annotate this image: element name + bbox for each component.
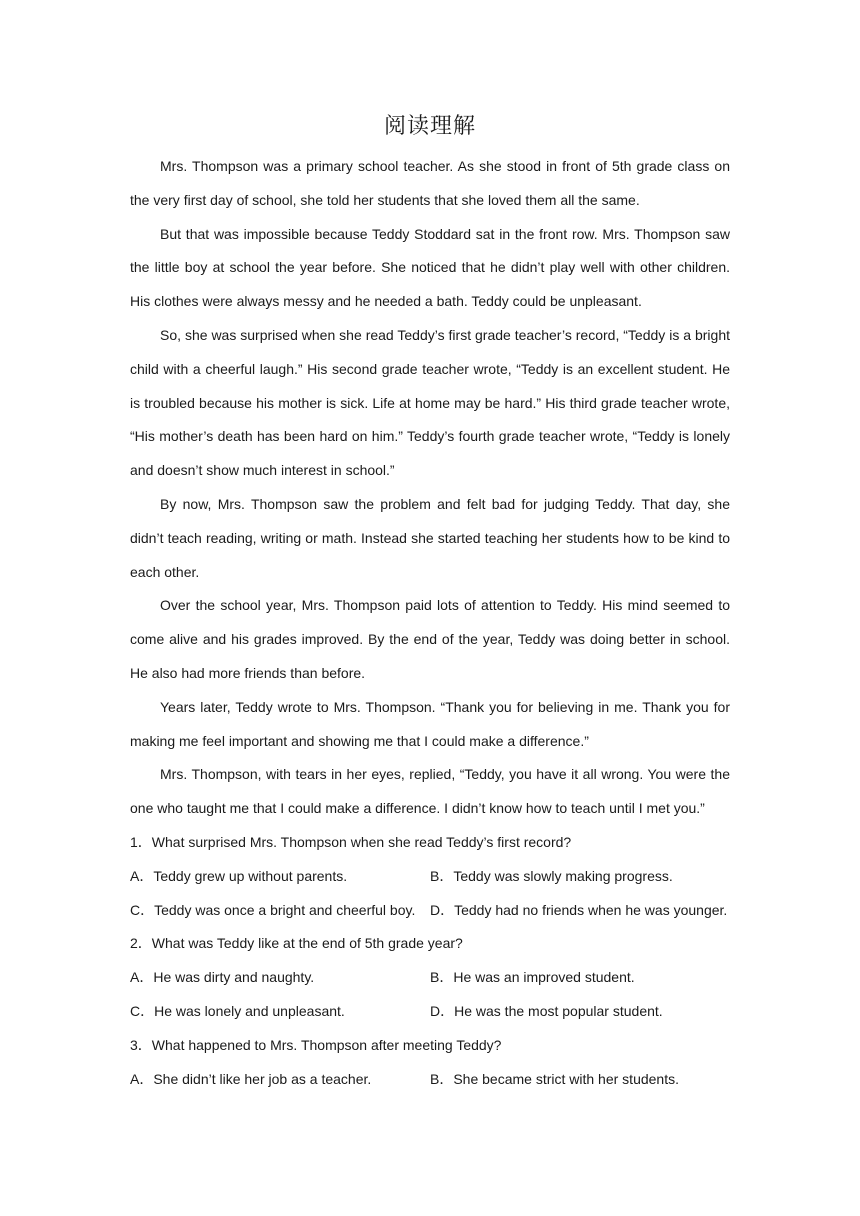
option-d: D．He was the most popular student.: [430, 1002, 663, 1019]
question-3: [130, 1029, 730, 1097]
question-2: [130, 927, 730, 1028]
option-b: B．He was an improved student.: [430, 969, 635, 986]
passage: [130, 150, 730, 826]
option-b: B．Teddy was slowly making progress.: [430, 867, 673, 884]
passage-paragraph: So, she was surprised when she read Teddy’s first grade teacher’s record, “Teddy is a bright child with a cheerful laugh.” His second grade teacher wrote, “Teddy is an excellent student. He is troubled because his mother is sick. Life at home may be hard.” His third grade teacher wrote, “His mother’s death has been hard on him.” Teddy’s fourth grade teacher wrote, “Teddy is lonely and doesn’t show much interest in school.”: [130, 326, 730, 479]
option-b: B．She became strict with her students.: [430, 1070, 679, 1087]
passage-paragraph: Years later, Teddy wrote to Mrs. Thompson. “Thank you for believing in me. Thank you for making me feel important and showing me that I could make a difference.”: [130, 698, 730, 749]
question-stem: 1．What surprised Mrs. Thompson when she read Teddy’s first record?: [130, 833, 572, 850]
question-stem: 3．What happened to Mrs. Thompson after meeting Teddy?: [130, 1036, 502, 1053]
option-a: A．Teddy grew up without parents.: [130, 867, 348, 884]
option-c: C．Teddy was once a bright and cheerful boy.: [130, 901, 416, 918]
page-title: 阅读理解: [383, 114, 476, 139]
question-options: [130, 961, 730, 1029]
question-options: [130, 1063, 730, 1097]
question-1: [130, 826, 730, 927]
passage-paragraph: But that was impossible because Teddy Stoddard sat in the front row. Mrs. Thompson saw the little boy at school the year before. She noticed that he didn’t play well with other children. His clothes were always messy and he needed a bath. Teddy could be unpleasant.: [130, 225, 730, 310]
document-page: [130, 108, 730, 1096]
question-options: [130, 860, 730, 928]
option-a: A．She didn’t like her job as a teacher.: [130, 1070, 372, 1087]
passage-paragraph: By now, Mrs. Thompson saw the problem and felt bad for judging Teddy. That day, she didn’t teach reading, writing or math. Instead she started teaching her students how to be kind to each other.: [130, 495, 730, 580]
option-d: D．Teddy had no friends when he was younger.: [430, 901, 728, 918]
option-a: A．He was dirty and naughty.: [130, 969, 315, 986]
passage-paragraph: Mrs. Thompson was a primary school teacher. As she stood in front of 5th grade class on the very first day of school, she told her students that she loved them all the same.: [130, 158, 730, 208]
passage-paragraph: Over the school year, Mrs. Thompson paid lots of attention to Teddy. His mind seemed to come alive and his grades improved. By the end of the year, Teddy was doing better in school. He also had more friends than before.: [130, 597, 730, 681]
question-stem: 2．What was Teddy like at the end of 5th grade year?: [130, 935, 463, 952]
option-c: C．He was lonely and unpleasant.: [130, 1002, 345, 1019]
passage-paragraph: Mrs. Thompson, with tears in her eyes, replied, “Teddy, you have it all wrong. You were the one who taught me that I could make a difference. I didn’t know how to teach until I met you.”: [130, 766, 730, 817]
